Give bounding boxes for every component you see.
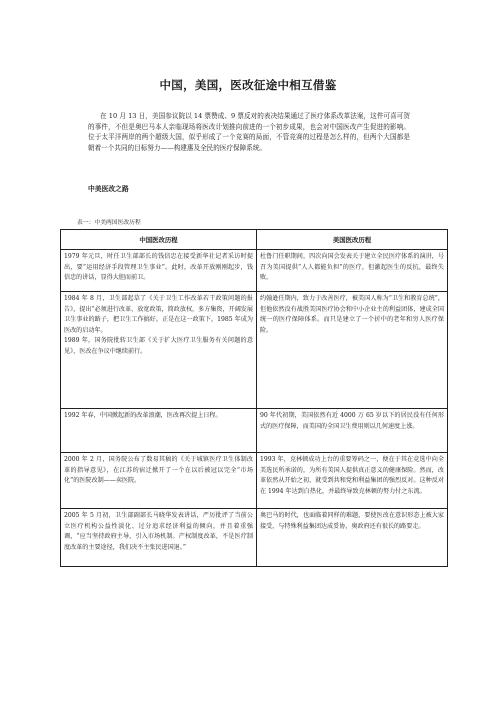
reform-history-table (60, 229, 448, 567)
china-cell (61, 409, 257, 453)
cell-paragraph: 1993 年，克林顿成功上台的重要筹码之一，便在于其在竞选中向全美选民所承诺的，为所有美国人提供真正意义的健康保险。然而，改革依然从开始之初，就受到共和党和利益集团的强烈反对。这种反对在 1994 年达到白热化，并最终导致克林顿的努力付之东流。 (260, 456, 444, 495)
cell-paragraph: 90 年代初期，美国依然有近 4000 万 65 岁以下的居民没有任何形式的医疗保障，而美国的全国卫生费用则以几何速度上涨。 (260, 412, 444, 430)
china-cell (61, 292, 257, 409)
table-header-row (61, 230, 448, 250)
usa-cell (257, 453, 448, 509)
table-row (61, 292, 448, 409)
table-row (61, 250, 448, 292)
china-cell (61, 453, 257, 509)
china-cell (61, 509, 257, 567)
cell-paragraph: 1992 年春，中国掀起新的改革浪潮，医改再次提上日程。 (64, 412, 222, 419)
table-row (61, 409, 448, 453)
table-row (61, 509, 448, 567)
header-china: 中国医改历程 (61, 230, 257, 250)
cell-paragraph: 奥巴马的时代，也面临着同样的难题，要使医改在意识形态上被大家接受，与特殊利益集团达成妥协，奥政府还有很长的路要走。 (260, 512, 444, 530)
cell-paragraph: 1984 年 8 月，卫生部起草了《关于卫生工作改革若干政策问题的报告》，提出“必须进行改革，放宽政策，简政放权，多方集资，开阔发展卫生事业的路子，把卫生工作搞好。正是在这一政策下，1985 年成为医改的启动年。 (64, 295, 253, 334)
cell-paragraph: 1989 年，国务院批转卫生部《关于扩大医疗卫生服务有关问题的意见》，医改在争议中继续前行。 (64, 337, 253, 355)
section-heading: 中美医改之路 (88, 185, 129, 193)
cell-paragraph: 2005 年 5 月初，卫生部副部长马晓华发表讲话，严厉批评了当前公立医疗机构公益性淡化、过分追求经济利益的倾向，并且着重强调，“应当坚持政府主导，引入市场机制。产权制度改革，不是医疗制度改革的主要途径，我们决不主张民进国退。” (64, 512, 253, 551)
cell-paragraph: 杜鲁门任职期间，四次向国会发表关于建立全民医疗体系的演讲，号召为美国提供“人人都能负担”的医疗，但激起医生的反抗，最终失败。 (260, 253, 444, 281)
usa-cell (257, 509, 448, 567)
table-caption: 表一：中美两国医改历程 (77, 220, 141, 226)
table-row (61, 453, 448, 509)
usa-cell (257, 292, 448, 409)
usa-cell (257, 409, 448, 453)
cell-paragraph: 1979 年元旦，时任卫生部部长的钱信忠在接受新华社记者采访时提出，要“运用经济手段管理卫生事业”。此时，改革开放刚刚起步，钱信忠的讲话，显得大胆而前卫。 (64, 253, 253, 281)
intro-paragraph: 在 10 月 13 日，美国参议院以 14 票赞成、9 票反对的表决结果通过了医疗体系改革法案，这件可喜可贺的事件，不但是奥巴马本人亲临现场将医改计划推向前进的一个初步成果，也会对中国医改产生促进的影响。位于太平洋两岸的两个超级大国，似乎形成了一个竞赛的局面，不管竞赛的过程是怎么样的，但两个大国都是朝着一个共同的目标努力——构建惠及全民的医疗保障系统。 (88, 112, 410, 152)
document-title: 中国，美国，医改征途中相互借鉴 (159, 78, 337, 92)
cell-paragraph: 约翰逊任期内，致力于改善医疗，被美国人称为“卫生和教育总统”，但他依然没有战胜美国医疗协会和中小企业主的利益团体，建成全国统一的医疗保障体系。而只是建立了一个折中的老年和穷人医疗保险。 (260, 295, 444, 334)
usa-cell (257, 250, 448, 292)
cell-paragraph: 2000 年 2 月，国务院公布了数易其稿的《关于城镇医疗卫生体制改革的指导意见》，在江苏的宿迁掀开了一个在以后被冠以完全“市场化”的医院改制——卖医院。 (64, 456, 253, 484)
china-cell (61, 250, 257, 292)
header-usa: 美国医改历程 (257, 230, 448, 250)
